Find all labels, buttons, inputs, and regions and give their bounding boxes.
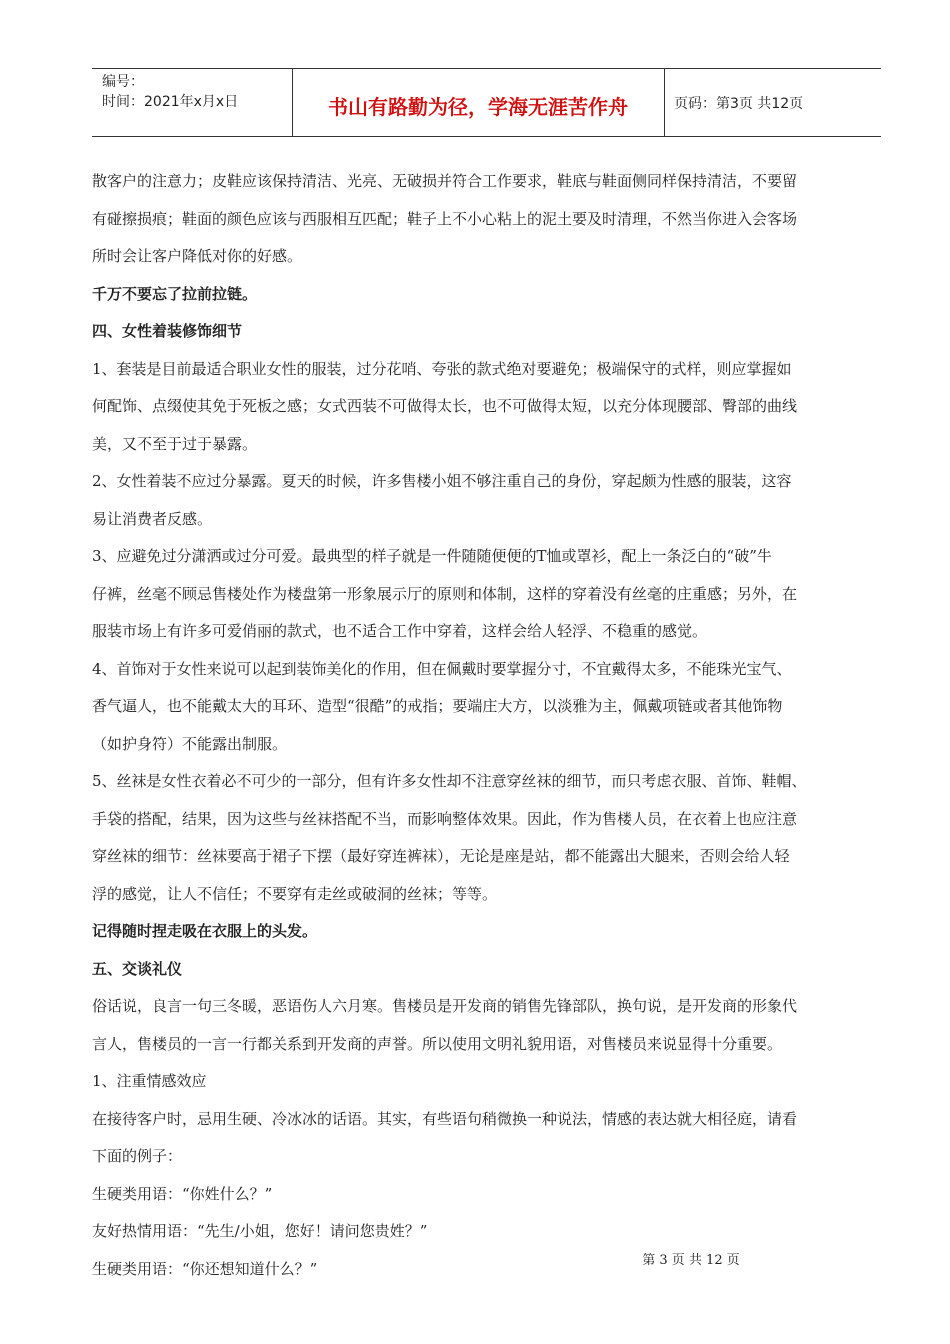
- body-line: 1、套装是目前最适合职业女性的服装，过分花哨、夸张的款式绝对要避免；极端保守的式样，则应掌握如: [92, 359, 792, 378]
- header-meta: [92, 69, 293, 136]
- body-line: 友好热情用语：“先生/小姐，您好！请问您贵姓？”: [92, 1222, 428, 1240]
- heading-line: 五、交谈礼仪: [92, 959, 183, 978]
- body-line: 香气逼人，也不能戴太大的耳环、造型“很酷”的戒指；要端庄大方，以淡雅为主，佩戴项链或者其他饰物: [92, 697, 783, 715]
- page-footer: [0, 1249, 950, 1268]
- body-line: （如护身符）不能露出制服。: [92, 734, 288, 753]
- heading-line: 千万不要忘了拉前拉链。: [92, 284, 258, 303]
- body-line: 在接待客户时，忌用生硬、冷冰冰的话语。其实，有些语句稍微换一种说法，情感的表达就大相径庭，请看: [92, 1109, 798, 1128]
- body-line: 何配饰、点缀使其免于死板之感；女式西装不可做得太长，也不可做得太短，以充分体现腰部、臀部的曲线: [92, 397, 798, 415]
- body-line: 生硬类用语：“你还想知道什么？”: [92, 1259, 318, 1278]
- body-line: 易让消费者反感。: [92, 509, 213, 528]
- page-header: [92, 68, 881, 137]
- header-page-cell: [664, 69, 881, 136]
- body-line: 浮的感觉，让人不信任；不要穿有走丝或破洞的丝袜；等等。: [92, 884, 498, 903]
- body-line: 散客户的注意力；皮鞋应该保持清洁、光亮、无破损并符合工作要求，鞋底与鞋面侧同样保持清洁，不要留: [92, 172, 798, 190]
- body-line: 2、女性着装不应过分暴露。夏天的时候，许多售楼小姐不够注重自己的身份，穿起颇为性感的服装，这容: [92, 472, 792, 490]
- footer-page-number: 第 3 页 共 12 页: [642, 1253, 740, 1268]
- body-line: 5、丝袜是女性衣着必不可少的一部分，但有许多女性却不注意穿丝袜的细节，而只考虑衣服、首饰、鞋帽、: [92, 772, 807, 790]
- body-line: 服装市场上有许多可爱俏丽的款式，也不适合工作中穿着，这样会给人轻浮、不稳重的感觉。: [92, 622, 708, 640]
- body-line: 穿丝袜的细节：丝袜要高于裙子下摆（最好穿连裤袜），无论是座是站，都不能露出大腿来，否则会给人轻: [92, 847, 790, 865]
- body-line: 言人，售楼员的一言一行都关系到开发商的声誉。所以使用文明礼貌用语，对售楼员来说显得十分重要。: [92, 1034, 783, 1053]
- header-motto: 书山有路勤为径，学海无涯苦作舟: [328, 95, 628, 119]
- body-line: 生硬类用语：“你姓什么？”: [92, 1184, 273, 1203]
- body-line: 俗话说，良言一句三冬暖，恶语伤人六月寒。售楼员是开发商的销售先锋部队，换句说，是开发商的形象代: [92, 997, 798, 1015]
- body-line: 所时会让客户降低对你的好感。: [92, 247, 303, 265]
- body-line: 1、注重情感效应: [92, 1072, 207, 1090]
- document-code-label: 编号：: [102, 74, 144, 90]
- body-line: 有碰擦损痕；鞋面的颜色应该与西服相互匹配；鞋子上不小心粘上的泥土要及时清理，不然当你进入会客场: [92, 209, 798, 228]
- body-line: 3、应避免过分潇洒或过分可爱。最典型的样子就是一件随随便便的T恤或罩衫，配上一条泛白的“破”牛: [92, 547, 772, 565]
- header-motto-cell: [292, 69, 665, 136]
- heading-line: 四、女性着装修饰细节: [92, 322, 243, 340]
- body-line: 仔裤，丝毫不顾忌售楼处作为楼盘第一形象展示厅的原则和体制，这样的穿着没有丝毫的庄重感；另外，在: [92, 584, 798, 603]
- document-body: [92, 163, 892, 1288]
- body-line: 下面的例子：: [92, 1147, 183, 1165]
- header-page-label: 页码：第3页 共12页: [674, 96, 804, 112]
- body-line: 美，又不至于过于暴露。: [92, 434, 258, 453]
- body-line: 手袋的搭配，结果，因为这些与丝袜搭配不当，而影响整体效果。因此，作为售楼人员，在衣着上也应注意: [92, 809, 798, 828]
- heading-line: 记得随时捏走吸在衣服上的头发。: [92, 922, 318, 940]
- body-line: 4、首饰对于女性来说可以起到装饰美化的作用，但在佩戴时要掌握分寸，不宜戴得太多，不能珠光宝气、: [92, 659, 792, 678]
- document-time-label: 时间：2021年x月x日: [102, 94, 239, 110]
